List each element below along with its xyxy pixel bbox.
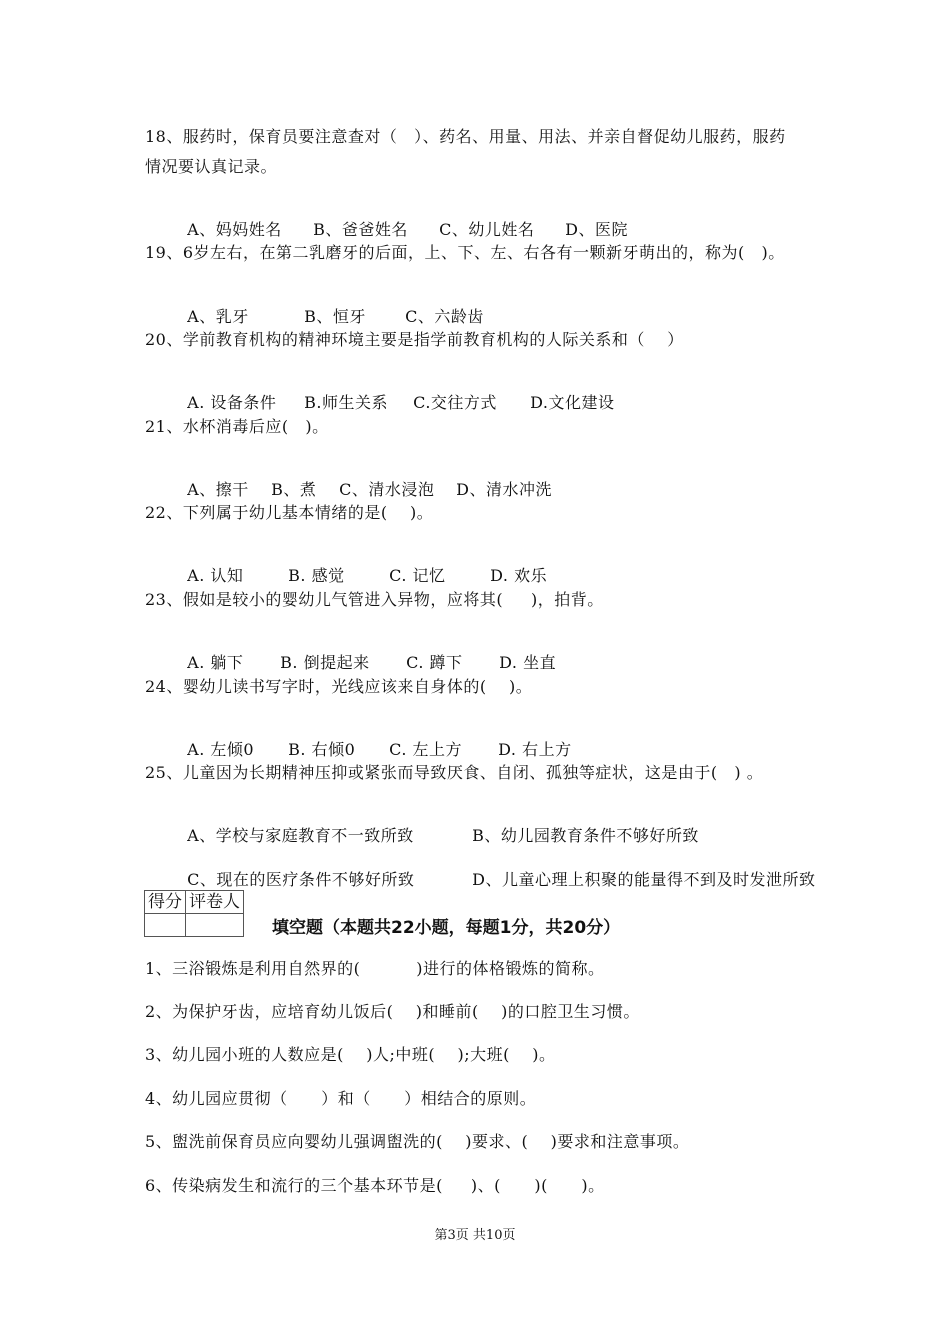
fill-blank-item: 1、三浴锻炼是利用自然界的( )进行的体格锻炼的简称。 (145, 959, 605, 978)
option-b: B. 倒提起来 (280, 653, 370, 672)
section-title: 填空题（本题共22小题，每题1分，共20分） (272, 918, 621, 938)
option-b: B、煮 (271, 480, 317, 499)
fill-blank-item: 2、为保护牙齿，应培育幼儿饭后( )和睡前( )的口腔卫生习惯。 (145, 1002, 640, 1021)
option-c: C、清水浸泡 (339, 480, 435, 499)
option-a: A、擦干 (187, 480, 249, 499)
question-20-options (176, 373, 615, 413)
question-22-text: 22、下列属于幼儿基本情绪的是( )。 (145, 503, 434, 522)
question-19-options (176, 287, 484, 327)
grader-label: 评卷人 (186, 891, 244, 914)
option-c: C、六龄齿 (405, 307, 484, 326)
option-a: A. 认知 (187, 566, 244, 585)
question-18-text: 18、服药时，保育员要注意查对（ ）、药名、用量、用法、并亲自督促幼儿服药，服药 (145, 127, 786, 146)
option-d: D、医院 (565, 220, 629, 239)
option-c: C. 记忆 (389, 566, 446, 585)
question-18-options (176, 200, 628, 240)
question-22-options (176, 546, 547, 586)
fill-blank-item: 4、幼儿园应贯彻（ ）和（ ）相结合的原则。 (145, 1089, 537, 1108)
score-table (144, 890, 244, 937)
question-24-text: 24、婴幼儿读书写字时，光线应该来自身体的( )。 (145, 677, 533, 696)
question-25-options-row2 (176, 850, 816, 890)
option-a: A、妈妈姓名 (187, 220, 282, 239)
option-c: C. 左上方 (389, 740, 463, 759)
option-b: B、幼儿园教育条件不够好所致 (472, 826, 699, 845)
option-d: D.文化建设 (530, 393, 615, 412)
option-c: C. 蹲下 (406, 653, 463, 672)
option-b: B.师生关系 (304, 393, 389, 412)
option-b: B. 感觉 (288, 566, 345, 585)
option-d: D. 右上方 (498, 740, 572, 759)
question-23-text: 23、假如是较小的婴幼儿气管进入异物，应将其( )，拍背。 (145, 590, 604, 609)
option-d: D、儿童心理上积聚的能量得不到及时发泄所致 (472, 870, 816, 889)
grader-cell (186, 914, 244, 937)
option-b: B、爸爸姓名 (313, 220, 408, 239)
question-25-options-row1 (176, 806, 699, 846)
fill-blank-item: 5、盥洗前保育员应向婴幼儿强调盥洗的( )要求、( )要求和注意事项。 (145, 1132, 690, 1151)
question-18-text-cont: 情况要认真记录。 (145, 157, 278, 176)
question-21-options (176, 460, 552, 500)
score-label: 得分 (145, 891, 186, 914)
option-c: C、幼儿姓名 (439, 220, 535, 239)
option-a: A. 左倾0 (187, 740, 255, 759)
option-b: B. 右倾0 (288, 740, 356, 759)
option-a: A、乳牙 (187, 307, 249, 326)
option-a: A. 设备条件 (187, 393, 277, 412)
fill-blank-item: 3、幼儿园小班的人数应是( )人;中班( );大班( )。 (145, 1045, 556, 1064)
option-b: B、恒牙 (304, 307, 366, 326)
question-19-text: 19、6岁左右，在第二乳磨牙的后面，上、下、左、右各有一颗新牙萌出的，称为( )。 (145, 243, 785, 262)
question-23-options (176, 633, 556, 673)
question-20-text: 20、学前教育机构的精神环境主要是指学前教育机构的人际关系和（ ） (145, 330, 684, 349)
option-d: D、清水冲洗 (456, 480, 553, 499)
score-cell (145, 914, 186, 937)
option-a: A. 躺下 (187, 653, 244, 672)
option-c: C.交往方式 (413, 393, 497, 412)
option-d: D. 坐直 (499, 653, 557, 672)
question-24-options (176, 720, 572, 760)
page-footer: 第3页 共10页 (434, 1228, 516, 1243)
option-c: C、现在的医疗条件不够好所致 (187, 870, 415, 889)
option-d: D. 欢乐 (490, 566, 548, 585)
fill-blank-item: 6、传染病发生和流行的三个基本环节是( )、( )( )。 (145, 1176, 605, 1195)
question-25-text: 25、儿童因为长期精神压抑或紧张而导致厌食、自闭、孤独等症状，这是由于( ) 。 (145, 763, 764, 782)
option-a: A、学校与家庭教育不一致所致 (187, 826, 414, 845)
question-21-text: 21、水杯消毒后应( )。 (145, 417, 329, 436)
